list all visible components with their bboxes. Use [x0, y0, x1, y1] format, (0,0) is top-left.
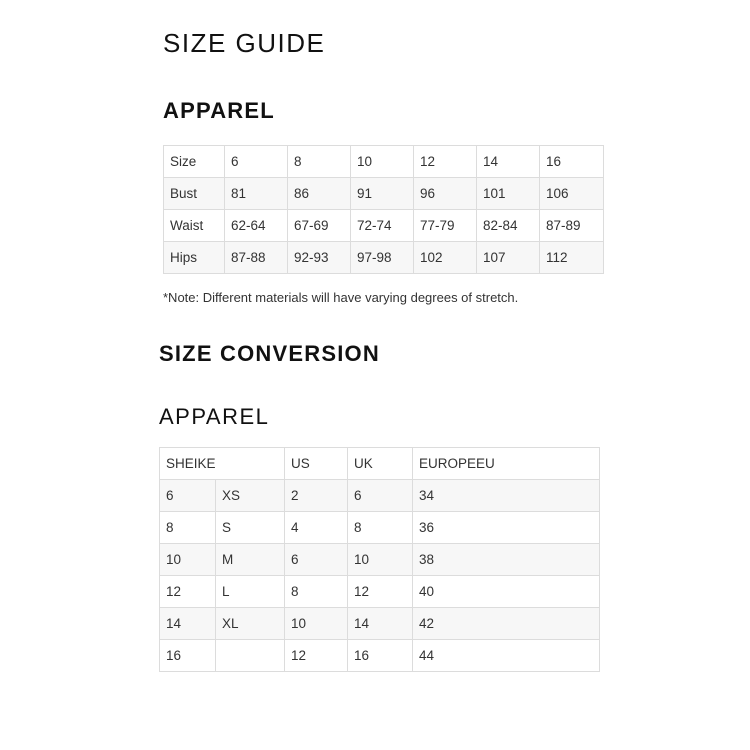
size-guide-title: SIZE GUIDE: [163, 28, 326, 58]
table-row: [164, 146, 604, 178]
table-cell: L: [216, 576, 285, 608]
table-cell: 81: [225, 178, 288, 210]
row-label-cell: Hips: [164, 242, 225, 274]
table-cell: 10: [351, 146, 414, 178]
table-cell: 67-69: [288, 210, 351, 242]
table-cell: [216, 640, 285, 672]
table-cell: 106: [540, 178, 604, 210]
table-cell: 14: [160, 608, 216, 640]
row-label-cell: Waist: [164, 210, 225, 242]
column-header: SHEIKE: [160, 448, 285, 480]
table-cell: 12: [285, 640, 348, 672]
size-conversion-table: [159, 447, 600, 672]
table-row: [160, 480, 600, 512]
table-cell: 12: [160, 576, 216, 608]
table-cell: 8: [288, 146, 351, 178]
table-cell: 8: [348, 512, 413, 544]
table-row: [164, 242, 604, 274]
table-header-row: [160, 448, 600, 480]
table-cell: 2: [285, 480, 348, 512]
table-cell: XS: [216, 480, 285, 512]
table-cell: 8: [160, 512, 216, 544]
table-cell: 107: [477, 242, 540, 274]
table-cell: 10: [160, 544, 216, 576]
table-cell: M: [216, 544, 285, 576]
size-guide-note: *Note: Different materials will have varying degrees of stretch.: [163, 290, 519, 305]
table-cell: 6: [160, 480, 216, 512]
table-cell: 6: [225, 146, 288, 178]
table-cell: 16: [160, 640, 216, 672]
table-cell: 4: [285, 512, 348, 544]
table-cell: XL: [216, 608, 285, 640]
table-row: [160, 576, 600, 608]
table-cell: 40: [413, 576, 600, 608]
table-cell: 8: [285, 576, 348, 608]
table-cell: 10: [285, 608, 348, 640]
table-cell: 91: [351, 178, 414, 210]
table-cell: 97-98: [351, 242, 414, 274]
table-cell: 72-74: [351, 210, 414, 242]
table-row: [164, 210, 604, 242]
table-cell: 36: [413, 512, 600, 544]
table-cell: 87-89: [540, 210, 604, 242]
size-guide-section-title: APPAREL: [163, 98, 275, 123]
table-cell: 62-64: [225, 210, 288, 242]
table-cell: 44: [413, 640, 600, 672]
table-cell: 86: [288, 178, 351, 210]
table-row: [160, 608, 600, 640]
column-header: EUROPEEU: [413, 448, 600, 480]
table-cell: 12: [348, 576, 413, 608]
table-cell: 42: [413, 608, 600, 640]
size-conversion-section-title: APPAREL: [159, 404, 270, 429]
table-cell: 14: [348, 608, 413, 640]
table-cell: 101: [477, 178, 540, 210]
table-cell: 6: [348, 480, 413, 512]
table-cell: 96: [414, 178, 477, 210]
table-cell: S: [216, 512, 285, 544]
table-row: [160, 512, 600, 544]
table-cell: 102: [414, 242, 477, 274]
table-cell: 34: [413, 480, 600, 512]
table-cell: 10: [348, 544, 413, 576]
table-row: [164, 178, 604, 210]
table-cell: 82-84: [477, 210, 540, 242]
column-header: US: [285, 448, 348, 480]
row-label-cell: Bust: [164, 178, 225, 210]
table-cell: 16: [348, 640, 413, 672]
table-cell: 12: [414, 146, 477, 178]
size-conversion-title: SIZE CONVERSION: [159, 341, 380, 366]
table-cell: 92-93: [288, 242, 351, 274]
table-cell: 77-79: [414, 210, 477, 242]
table-cell: 14: [477, 146, 540, 178]
column-header: UK: [348, 448, 413, 480]
row-label-cell: Size: [164, 146, 225, 178]
table-cell: 16: [540, 146, 604, 178]
table-cell: 6: [285, 544, 348, 576]
table-cell: 112: [540, 242, 604, 274]
size-guide-table: [163, 145, 604, 274]
table-row: [160, 544, 600, 576]
table-cell: 38: [413, 544, 600, 576]
table-row: [160, 640, 600, 672]
table-cell: 87-88: [225, 242, 288, 274]
